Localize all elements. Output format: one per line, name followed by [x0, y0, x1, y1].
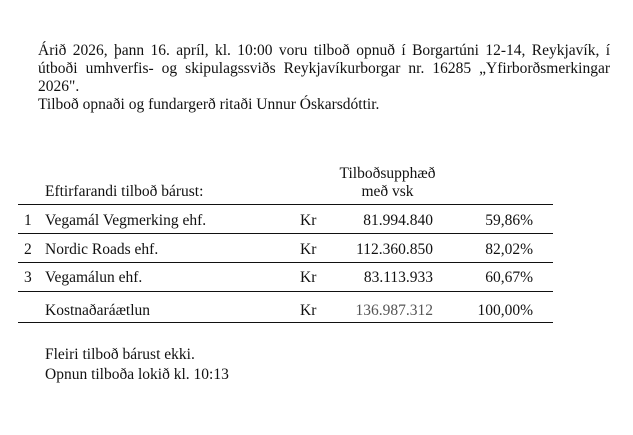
table-divider — [18, 204, 553, 205]
estimate-amount: 136.987.312 — [355, 302, 433, 319]
row-number: 3 — [24, 269, 32, 286]
row-number: 2 — [24, 241, 32, 258]
opening-closed-note: Opnun tilboða lokið kl. 10:13 — [45, 366, 229, 383]
table-divider — [18, 233, 553, 234]
currency-label: Kr — [300, 212, 317, 229]
table-row — [0, 268, 633, 288]
no-more-bids-note: Fleiri tilboð bárust ekki. — [45, 346, 195, 363]
bid-percent: 59,86% — [485, 212, 533, 229]
bid-amount: 112.360.850 — [356, 241, 433, 258]
intro-opener: Tilboð opnaði og fundargerð ritaði Unnur Óskarsdóttir. — [38, 96, 380, 113]
bid-amount: 83.113.933 — [363, 269, 433, 286]
amount-column-header — [330, 165, 445, 201]
row-number: 1 — [24, 212, 32, 229]
intro-text — [38, 42, 610, 114]
currency-label: Kr — [300, 302, 317, 319]
bids-label-header: Eftirfarandi tilboð bárust: — [45, 183, 204, 200]
currency-label: Kr — [300, 269, 317, 286]
amount-header-line2: með vsk — [361, 183, 414, 200]
amount-header-line1: Tilboðsupphæð — [339, 165, 436, 182]
table-divider — [18, 322, 553, 323]
estimate-label: Kostnaðaráætlun — [45, 302, 151, 319]
table-divider — [18, 291, 553, 292]
closing-notes — [45, 345, 229, 385]
currency-label: Kr — [300, 241, 317, 258]
intro-paragraph: Árið 2026, þann 16. apríl, kl. 10:00 voru tilboð opnuð í Borgartúni 12-14, Reykjavík, í útboði umhverfis- og skipulagssviðs Reykjavíkurborgar nr. 16285 „Yfirborðsmerkingar 2026". — [38, 42, 610, 95]
estimate-percent: 100,00% — [477, 302, 533, 319]
bidder-name: Vegamál Vegmerking ehf. — [45, 212, 207, 229]
bid-percent: 82,02% — [485, 241, 533, 258]
bidder-name: Nordic Roads ehf. — [45, 241, 159, 258]
table-row — [0, 240, 633, 260]
estimate-row — [0, 301, 633, 321]
bid-amount: 81.994.840 — [363, 212, 433, 229]
bid-percent: 60,67% — [485, 269, 533, 286]
table-row — [0, 211, 633, 231]
table-divider — [18, 262, 553, 263]
bidder-name: Vegamálun ehf. — [45, 269, 143, 286]
